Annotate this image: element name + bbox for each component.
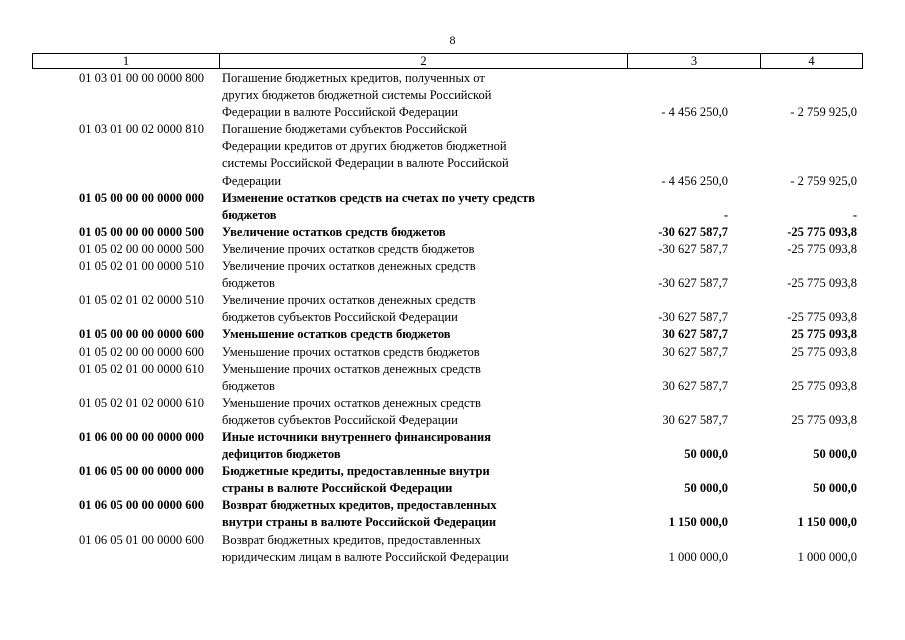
row-value-col3-text: 1 000 000,0: [668, 549, 728, 564]
row-value-col4: [728, 70, 857, 121]
row-code: 01 05 00 00 00 0000 500: [79, 224, 204, 239]
row-value-col4-text: -25 775 093,8: [787, 310, 857, 325]
row-code: 01 05 00 00 00 0000 000: [79, 190, 204, 205]
table-row: [32, 224, 863, 241]
row-value-col3-text: - 4 456 250,0: [661, 105, 728, 120]
row-value-col3: [582, 326, 728, 343]
row-value-col3-text: -30 627 587,7: [658, 241, 728, 256]
row-value-col3-text: -30 627 587,7: [658, 310, 728, 325]
row-value-col4-text: -: [852, 207, 857, 222]
header-col-3: 3: [627, 54, 760, 68]
row-value-col4: [728, 241, 857, 258]
row-code: 01 05 02 01 02 0000 610: [79, 395, 204, 410]
row-value-col4-text: -25 775 093,8: [787, 224, 857, 239]
row-code: 01 03 01 00 02 0000 810: [79, 122, 204, 137]
row-value-col4-text: - 2 759 925,0: [790, 173, 857, 188]
row-value-col3-text: 30 627 587,7: [662, 327, 728, 342]
row-value-col3: [582, 532, 728, 566]
row-value-col4-text: 25 775 093,8: [791, 378, 857, 393]
table-row: [32, 70, 863, 121]
row-name: Возврат бюджетных кредитов, предоставленных внутри страны в валюте Российской Федерации: [222, 498, 497, 530]
table-row: [32, 241, 863, 258]
row-code: 01 06 00 00 00 0000 000: [79, 429, 204, 444]
table-row: [32, 258, 863, 292]
table-row: [32, 121, 863, 189]
row-value-col4-text: 50 000,0: [813, 447, 857, 462]
row-value-col3: [582, 497, 728, 531]
row-code: 01 05 02 00 00 0000 600: [79, 344, 204, 359]
table-row: [32, 497, 863, 531]
row-code: 01 05 02 01 02 0000 510: [79, 293, 204, 308]
table-row: [32, 395, 863, 429]
row-code: 01 06 05 00 00 0000 000: [79, 464, 204, 479]
row-value-col4-text: 25 775 093,8: [791, 327, 857, 342]
row-value-col4: [728, 326, 857, 343]
row-value-col3-text: 30 627 587,7: [662, 344, 728, 359]
row-code: 01 05 02 00 00 0000 500: [79, 241, 204, 256]
row-value-col4: [728, 121, 857, 189]
row-value-col4: [728, 395, 857, 429]
table-row: [32, 344, 863, 361]
row-value-col4: [728, 190, 857, 224]
row-value-col3: [582, 70, 728, 121]
row-value-col4: [728, 497, 857, 531]
row-name: Увеличение прочих остатков денежных средств бюджетов: [222, 259, 476, 291]
row-value-col3: [582, 224, 728, 241]
row-value-col4-text: 25 775 093,8: [791, 344, 857, 359]
row-code: 01 05 00 00 00 0000 600: [79, 327, 204, 342]
row-code: 01 03 01 00 00 0000 800: [79, 71, 204, 85]
table-row: [32, 429, 863, 463]
table-row: [32, 361, 863, 395]
row-value-col4: [728, 292, 857, 326]
row-name: Бюджетные кредиты, предоставленные внутри страны в валюте Российской Федерации: [222, 464, 490, 496]
table-body: [32, 70, 863, 566]
row-value-col4-text: 50 000,0: [813, 481, 857, 496]
row-name: Погашение бюджетами субъектов Российской Федерации кредитов от других бюджетов бюджетной системы Российской Федерации в валюте Российской Федерации: [222, 122, 509, 188]
row-value-col3: [582, 361, 728, 395]
row-value-col3: [582, 121, 728, 189]
row-value-col3-text: -30 627 587,7: [658, 276, 728, 291]
row-name: Увеличение прочих остатков средств бюджетов: [222, 241, 475, 256]
page-number: 8: [449, 33, 456, 47]
row-value-col3-text: -30 627 587,7: [658, 224, 728, 239]
row-value-col3: [582, 190, 728, 224]
header-col-4: 4: [760, 54, 862, 68]
table-row: [32, 292, 863, 326]
table-row: [32, 326, 863, 343]
row-value-col4-text: 1 150 000,0: [797, 515, 857, 530]
row-value-col4-text: 1 000 000,0: [797, 549, 857, 564]
row-name: Погашение бюджетных кредитов, полученных от других бюджетов бюджетной системы Российской Федерации в валюте Российской Федерации: [222, 71, 492, 120]
row-value-col4: [728, 258, 857, 292]
row-value-col3-text: 30 627 587,7: [662, 412, 728, 427]
row-name: Увеличение прочих остатков денежных средств бюджетов субъектов Российской Федерации: [222, 293, 476, 325]
row-value-col4: [728, 429, 857, 463]
row-value-col4-text: -25 775 093,8: [787, 241, 857, 256]
row-code: 01 06 05 01 00 0000 600: [79, 532, 204, 547]
row-code: 01 05 02 01 00 0000 610: [79, 361, 204, 376]
table-row: [32, 190, 863, 224]
row-name: Изменение остатков средств на счетах по учету средств бюджетов: [222, 190, 536, 222]
row-value-col3: [582, 344, 728, 361]
table-header: [32, 53, 863, 69]
header-col-1: 1: [122, 54, 130, 68]
row-value-col3-text: 30 627 587,7: [662, 378, 728, 393]
row-value-col4-text: - 2 759 925,0: [790, 105, 857, 120]
row-value-col3-text: - 4 456 250,0: [661, 173, 728, 188]
row-value-col3-text: -: [723, 207, 728, 222]
row-value-col4: [728, 344, 857, 361]
row-value-col4: [728, 532, 857, 566]
header-col-2: 2: [219, 54, 627, 68]
row-value-col3-text: 50 000,0: [684, 447, 728, 462]
row-value-col3: [582, 241, 728, 258]
row-name: Иные источники внутреннего финансирования дефицитов бюджетов: [222, 429, 491, 462]
table-row: [32, 532, 863, 566]
row-value-col3: [582, 395, 728, 429]
row-value-col4-text: -25 775 093,8: [787, 276, 857, 291]
row-value-col3-text: 50 000,0: [684, 481, 728, 496]
row-name: Увеличение остатков средств бюджетов: [222, 224, 446, 239]
row-name: Уменьшение остатков средств бюджетов: [222, 327, 451, 342]
row-value-col3: [582, 292, 728, 326]
row-value-col4: [728, 463, 857, 497]
row-value-col3: [582, 429, 728, 463]
row-value-col4-text: 25 775 093,8: [791, 412, 857, 427]
row-code: 01 06 05 00 00 0000 600: [79, 498, 204, 513]
row-name: Возврат бюджетных кредитов, предоставленных юридическим лицам в валюте Российской Федерации: [222, 532, 509, 564]
row-code: 01 05 02 01 00 0000 510: [79, 259, 204, 274]
row-value-col3: [582, 463, 728, 497]
row-name: Уменьшение прочих остатков денежных средств бюджетов субъектов Российской Федерации: [222, 395, 481, 427]
row-value-col4: [728, 224, 857, 241]
row-value-col4: [728, 361, 857, 395]
table-row: [32, 463, 863, 497]
row-value-col3: [582, 258, 728, 292]
row-name: Уменьшение прочих остатков денежных средств бюджетов: [222, 361, 481, 393]
row-value-col3-text: 1 150 000,0: [668, 515, 728, 530]
row-name: Уменьшение прочих остатков средств бюджетов: [222, 344, 480, 359]
